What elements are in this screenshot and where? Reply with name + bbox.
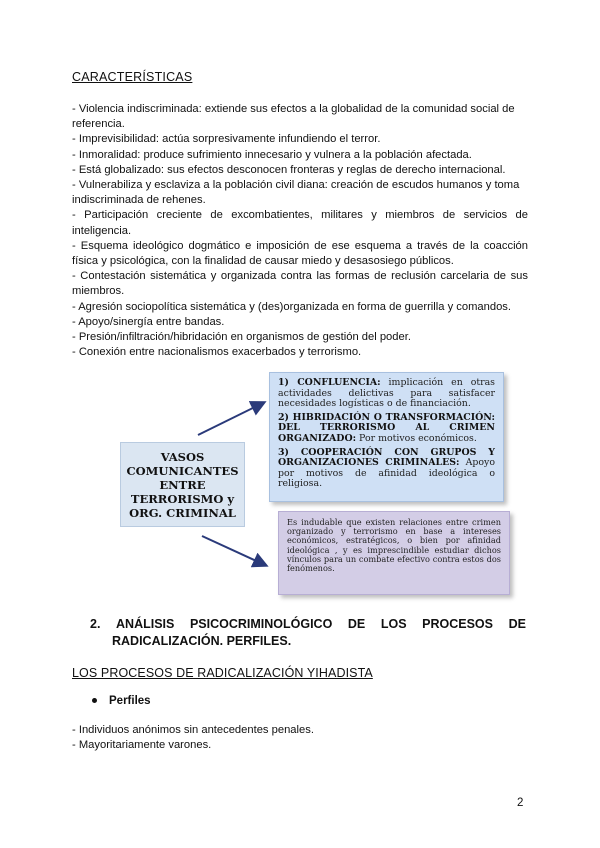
list-item: - Individuos anónimos sin antecedentes penales. (72, 724, 314, 736)
list-item: - Esquema ideológico dogmático e imposición de ese esquema a través de la coacción (72, 239, 528, 252)
section-subheading: LOS PROCESOS DE RADICALIZACIÓN YIHADISTA (72, 666, 373, 680)
diagram-item (278, 413, 495, 445)
diagram-item-title: 2) HIBRIDACIÓN O TRANSFORMACIÓN: DEL TERRORISMO AL CRIMEN ORGANIZADO: (278, 411, 495, 444)
section-title-word: LOS (380, 617, 407, 631)
list-item: indiscriminada de rehenes. (72, 194, 206, 207)
diagram-center-label: VASOS COMUNICANTES ENTRE TERRORISMO y ORG. CRIMINAL (126, 449, 239, 520)
diagram-note: Es indudable que existen relaciones entre crimen organizado y terrorismo en base a intereses económicos, estratégicos, o bien por afinidad ideológica , y es imprescindible estudiar dichos vínculos para un combate efectivo contra estos dos fenómenos. (287, 517, 501, 574)
arrow-to-bottom-box (202, 536, 265, 565)
profiles-list (72, 723, 314, 754)
diagram-types-box (269, 372, 504, 502)
section-title-word: ANÁLISIS (116, 617, 175, 631)
list-item: - Participación creciente de excombatientes, militares y miembros de servicios de (72, 209, 528, 222)
page-number: 2 (517, 797, 524, 809)
arrow-to-top-box (198, 403, 263, 435)
section-title-word: PSICOCRIMINOLÓGICO (189, 617, 333, 631)
list-item: - Inmoralidad: produce sufrimiento innecesario y vulnera a la población afectada. (72, 148, 472, 161)
bullet-label: Perfiles (109, 695, 151, 707)
characteristics-heading: CARACTERÍSTICAS (72, 70, 193, 84)
list-item: - Apoyo/sinergía entre bandas. (72, 315, 225, 328)
list-item: física y psicológica, con la finalidad de causar miedo y desasosiego públicos. (72, 255, 454, 268)
list-item: - Violencia indiscriminada: extiende sus efectos a la globalidad de la comunidad social de (72, 103, 515, 115)
list-item: - Conexión entre nacionalismos exacerbados y terrorismo. (72, 346, 362, 359)
list-item: - Vulnerabiliza y esclaviza a la población civil diana: creación de escudos humanos y toma (72, 179, 520, 192)
diagram-note-box (278, 511, 510, 595)
diagram-item (278, 378, 495, 410)
section-title (90, 616, 526, 650)
diagram-item-text: Por motivos económicos. (356, 432, 477, 444)
list-item: referencia. (72, 118, 125, 131)
bullet-profiles (92, 695, 151, 707)
diagram-item (278, 448, 495, 490)
section-number: 2. (90, 617, 101, 631)
list-item: miembros. (72, 285, 125, 298)
bullet-dot-icon (92, 698, 97, 703)
section-title-word: DE (508, 617, 526, 631)
list-item: - Contestación sistemática y organizada contra las formas de reclusión carcelaria de sus (72, 270, 528, 283)
section-title-word: PROCESOS (422, 617, 493, 631)
diagram-item-title: 3) COOPERACIÓN CON GRUPOS Y ORGANIZACIONES CRIMINALES: (278, 446, 495, 469)
list-item: - Está globalizado: sus efectos desconocen fronteras y reglas de derecho internacional. (72, 163, 506, 176)
list-item: - Imprevisibilidad: actúa sorpresivamente infundiendo el terror. (72, 133, 381, 146)
diagram-center-box (120, 442, 245, 527)
section-title-word: DE (347, 617, 366, 631)
diagram-item-title: 1) CONFLUENCIA: (278, 377, 381, 388)
list-item: - Agresión sociopolítica sistemática y (des)organizada en forma de guerrilla y comandos. (72, 300, 512, 313)
list-item: - Mayoritariamente varones. (72, 739, 212, 752)
list-item: - Presión/infiltración/hibridación en organismos de gestión del poder. (72, 331, 411, 344)
diagram-item-text: implicación en otras actividades delictivas para satisfacer necesidades logísticas o de financiación. (278, 377, 495, 410)
section-title-line2: RADICALIZACIÓN. PERFILES. (112, 634, 292, 648)
diagram-item-text: Apoyo por motivos de afinidad ideológica o religiosa. (278, 457, 495, 490)
list-item: inteligencia. (72, 224, 132, 237)
